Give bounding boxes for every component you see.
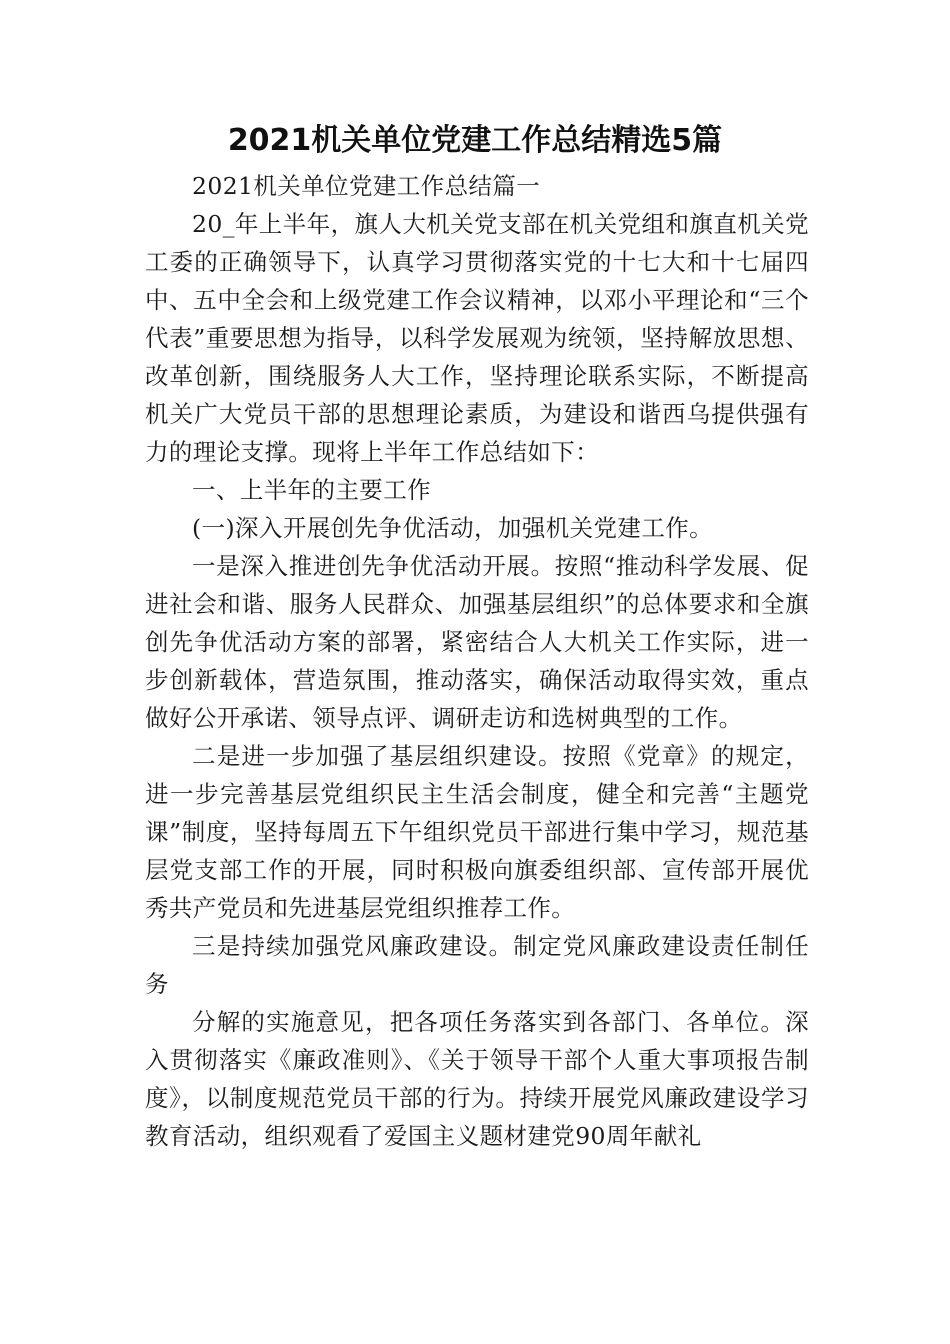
paragraph: 分解的实施意见，把各项任务落实到各部门、各单位。深入贯彻落实《廉政准则》、《关于领导干部个人重大事项报告制度》，以制度规范党员干部的行为。持续开展党风廉政建设学习教育活动，组织观看了爱国主义题材建党90周年献礼 <box>145 1008 809 1150</box>
section-heading: 2021机关单位党建工作总结篇一 <box>192 172 541 200</box>
paragraph: 一是深入推进创先争优活动开展。按照“推动科学发展、促进社会和谐、服务人民群众、加强基层组织”的总体要求和全旗创先争优活动方案的部署，紧密结合人大机关工作实际，进一步创新载体，营造氛围，推动落实，确保活动取得实效，重点做好公开承诺、领导点评、调研走访和选树典型的工作。 <box>145 552 809 732</box>
document-title: 2021机关单位党建工作总结精选5篇 <box>227 123 723 158</box>
paragraph: 20_年上半年，旗人大机关党支部在机关党组和旗直机关党工委的正确领导下，认真学习贯彻落实党的十七大和十七届四中、五中全会和上级党建工作会议精神，以邓小平理论和“三个代表”重要思想为指导，以科学发展观为统领，坚持解放思想、改革创新，围绕服务人大工作，坚持理论联系实际，不断提高机关广大党员干部的思想理论素质，为建设和谐西乌提供强有力的理论支撑。现将上半年工作总结如下： <box>145 210 809 466</box>
paragraph: 二是进一步加强了基层组织建设。按照《党章》的规定，进一步完善基层党组织民主生活会制度，健全和完善“主题党课”制度，坚持每周五下午组织党员干部进行集中学习，规范基层党支部工作的开展，同时积极向旗委组织部、宣传部开展优秀共产党员和先进基层党组织推荐工作。 <box>145 742 809 922</box>
document-body <box>145 167 809 1155</box>
subsection-heading: (一)深入开展创先争优活动，加强机关党建工作。 <box>192 514 714 542</box>
paragraph: 三是持续加强党风廉政建设。制定党风廉政建设责任制任务 <box>145 932 809 998</box>
subsection-heading: 一、上半年的主要工作 <box>192 476 431 504</box>
